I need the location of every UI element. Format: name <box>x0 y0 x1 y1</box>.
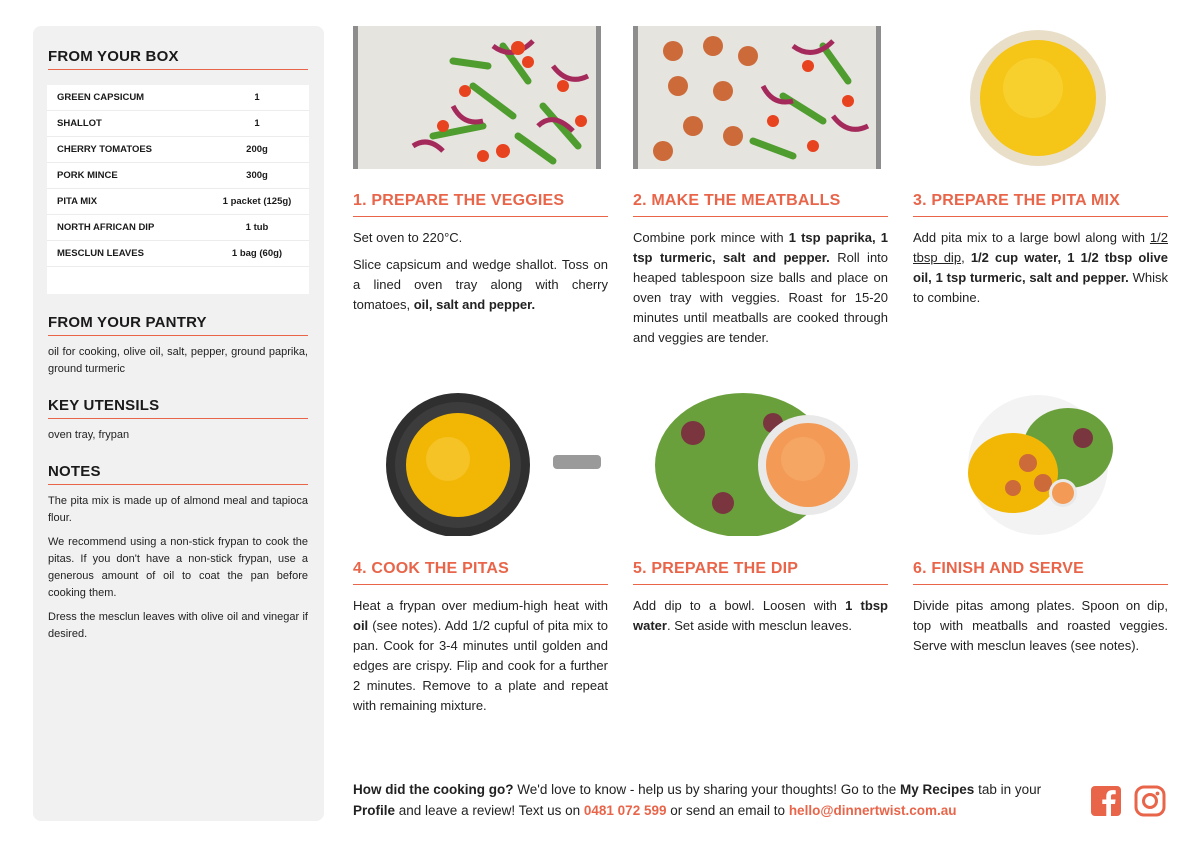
notes-heading: NOTES <box>48 463 308 485</box>
note-item: We recommend using a non-stick frypan to cook the pitas. If you don't have a non-stick frypan, use a generous amount of oil to coat the pan before cooking them. <box>48 536 308 599</box>
pita-mix-bowl-photo <box>913 26 1168 169</box>
ingredient-name: SHALLOT <box>57 118 102 129</box>
step-5-title: 5. PREPARE THE DIP <box>633 560 888 585</box>
box-ingredients-table <box>47 85 309 294</box>
facebook-icon[interactable] <box>1090 785 1122 817</box>
table-row <box>47 137 309 163</box>
from-your-box-heading: FROM YOUR BOX <box>48 48 308 70</box>
ingredient-qty: 1 <box>254 92 260 103</box>
ingredient-name: PORK MINCE <box>57 170 118 181</box>
veggies-tray-photo <box>353 26 601 169</box>
step-2-body: Combine pork mince with 1 tsp paprika, 1 tsp turmeric, salt and pepper. Roll into heaped tablespoon size balls and place on oven tray with veggies. Roast for 15-20 minutes until meatballs are cooked through and veggies are tender. <box>633 230 889 345</box>
step-4-title: 4. COOK THE PITAS <box>353 560 608 585</box>
step-1-text: Slice capsicum and wedge shallot. Toss on a lined oven tray along with cherry tomatoes, oil, salt and pepper. <box>353 257 608 312</box>
ingredient-name: GREEN CAPSICUM <box>57 92 145 103</box>
utensils-text: oven tray, frypan <box>48 429 130 441</box>
ingredient-qty: 200g <box>246 144 268 155</box>
ingredients-sidebar <box>33 26 324 821</box>
ingredient-qty: 1 tub <box>245 222 269 233</box>
table-row <box>47 215 309 241</box>
from-your-pantry-heading: FROM YOUR PANTRY <box>48 314 308 336</box>
my-recipes-link[interactable]: My Recipes <box>900 782 975 797</box>
step-1-title: 1. PREPARE THE VEGGIES <box>353 192 608 217</box>
key-utensils-heading: KEY UTENSILS <box>48 397 308 419</box>
ingredient-qty: 1 bag (60g) <box>231 248 283 259</box>
email-link[interactable]: hello@dinnertwist.com.au <box>788 803 957 818</box>
step-1-body <box>353 228 608 322</box>
table-row <box>47 111 309 137</box>
step-5-body: Add dip to a bowl. Loosen with 1 tbsp water. Set aside with mesclun leaves. <box>633 598 888 633</box>
pantry-text: oil for cooking, olive oil, salt, pepper, ground paprika, ground turmeric <box>48 346 308 375</box>
ingredient-name: CHERRY TOMATOES <box>57 144 153 155</box>
table-row <box>47 85 309 111</box>
feedback-footer: How did the cooking go? We'd love to know - help us by sharing your thoughts! Go to the My Recipes tab in your Profile and leave a review! Text us on 0481 072 599 or send an email to hello@dinnertwist.com.au <box>353 782 1042 818</box>
profile-link[interactable]: Profile <box>353 803 396 818</box>
instagram-icon[interactable] <box>1134 785 1166 817</box>
meatballs-tray-photo <box>633 26 881 169</box>
ingredient-name: NORTH AFRICAN DIP <box>57 222 155 233</box>
table-row <box>47 163 309 189</box>
step-3-title: 3. PREPARE THE PITA MIX <box>913 192 1168 217</box>
step-3-body: Add pita mix to a large bowl along with 1/2 tbsp dip, 1/2 cup water, 1 1/2 tbsp olive oil, 1 tsp turmeric, salt and pepper. Whisk to combine. <box>913 230 1169 305</box>
frypan-pita-photo <box>353 393 608 536</box>
step-1-text: Set oven to 220°C. <box>353 230 463 245</box>
step-6-title: 6. FINISH AND SERVE <box>913 560 1168 585</box>
ingredient-qty: 1 packet (125g) <box>222 196 292 207</box>
ingredient-name: PITA MIX <box>57 196 98 207</box>
note-item: The pita mix is made up of almond meal and tapioca flour. <box>48 495 308 524</box>
finished-dish-photo <box>913 393 1168 536</box>
ingredient-name: MESCLUN LEAVES <box>57 248 144 259</box>
step-4-body: Heat a frypan over medium-high heat with oil (see notes). Add 1/2 cupful of pita mix to pan. Cook for 3-4 minutes until golden and edges are crispy. Flip and cook for a further 2 minutes. Remove to a plate and repeat with remaining mixture. <box>353 598 608 713</box>
step-6-body: Divide pitas among plates. Spoon on dip, top with meatballs and roasted veggies. Serve with mesclun leaves (see notes). <box>913 598 1168 653</box>
notes-list <box>48 493 308 650</box>
ingredient-qty: 300g <box>246 170 268 181</box>
ingredient-qty: 1 <box>254 118 260 129</box>
dip-bowl-photo <box>633 393 888 536</box>
table-row <box>47 189 309 215</box>
phone-link[interactable]: 0481 072 599 <box>583 803 667 818</box>
step-2-title: 2. MAKE THE MEATBALLS <box>633 192 888 217</box>
table-row <box>47 241 309 267</box>
note-item: Dress the mesclun leaves with olive oil and vinegar if desired. <box>48 611 308 640</box>
